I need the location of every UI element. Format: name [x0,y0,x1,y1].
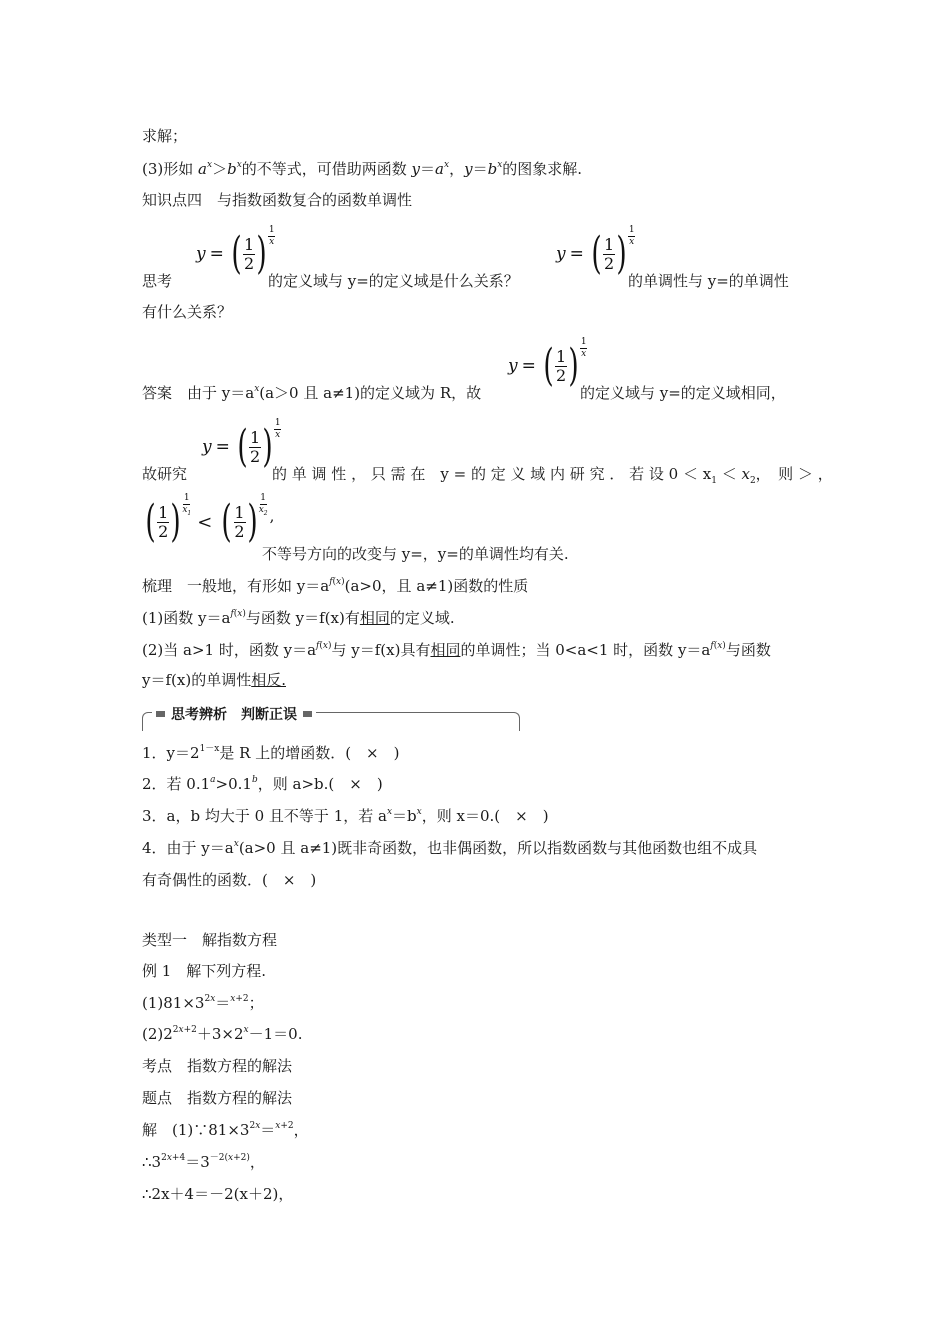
kaodian: 考点 指数方程的解法 [142,1057,293,1075]
text-span: 的单调性；当 0<a<1 时，函数 y＝a [460,641,711,659]
text-span: y＝f(x)的单调性 [142,671,252,689]
text-span: (a>0 且 a≠1)既非奇函数，也非偶函数，所以指数函数与其他函数也组不成具 [238,839,758,857]
text-span: ＝3 [185,1153,210,1171]
property-2: (2)当 a>1 时，函数 $y=a^{f(x)}$与 y＝f(x)具有相同的单调性；当 0<a<1 时，函数 $y=a^{f(x)}$与函数 [142,641,771,659]
solution-line-2: $\therefore 3^{2x+4}=3^{-2(x+2)}$， [142,1153,265,1171]
text-span: －1＝0. [248,1025,303,1043]
text-line: 不等号方向的改变与 y=，y=的单调性均有关. [262,545,569,563]
text-span: ＝ [215,994,231,1012]
text-line: 的定义域与 y=的定义域是什么关系？ [268,272,519,290]
underlined-answer: 相同 [359,609,390,627]
text-span: 1．y＝2 [142,744,200,762]
section-bullet-icon [303,711,312,717]
tidian: 题点 指数方程的解法 [142,1089,293,1107]
formula-y-half-pow-1-over-x: y = ( $\frac{1}{2}$ ) 1 x [202,417,281,472]
text-line: 故研究 [142,465,188,483]
section-label [152,704,316,724]
equation-1: $(1)81\times 3^{2x}=^{x+2}$； [142,994,264,1012]
solution-line-3: ∴2x＋4＝－2(x＋2)， [142,1185,294,1203]
summary-line: 梳理 一般地，有形如 $y=a^{f(x)}(a>0$，且 a≠1)函数的性质 [142,577,529,595]
judge-item-1 [142,743,399,763]
text-line: (3)形如 $a^x>b^x$的不等式，可借助两函数 $y=a^x$，$y=b^x$的图象求解. [142,160,583,178]
text-span: (2)2 [142,1025,173,1043]
think-label: 思考 [142,272,173,290]
text-line: 的 单 调 性 ， 只 需 在 y = 的 定 义 域 内 研 究 ． 若 设 $0 < x_1 < x_2$， 则 ＞ ， [272,465,833,486]
text-span: ， [249,1153,265,1171]
text-span: (2)当 a>1 时，函数 y＝a [142,641,317,659]
answer-mid: (a＞0 且 a≠1)的定义域为 R，故 [259,384,482,402]
property-2-cont [142,670,286,690]
text-span: 2．若 0.1 [142,775,211,793]
equation-2: $(2)2^{2x+2}+3\times 2^x-1=0$. [142,1025,303,1043]
text-span: ； [248,994,264,1012]
text-span: ， [293,1121,309,1139]
summary-tail: (a>0，且 a≠1)函数的性质 [344,577,529,595]
text-span: ＝b [392,807,417,825]
text-line: 的单调性与 y=的单调性 [628,272,789,290]
study-text: 的 单 调 性 ， 只 需 在 y = 的 定 义 域 内 研 究 ． 若 设 0 ＜ x [272,465,712,483]
solution-line-1: 解 $(1)\because 81\times 3^{2x}=^{x+2}$， [142,1121,309,1139]
text-span: 与函数 [725,641,771,659]
text-span: ，则 x＝0.( × ) [421,807,549,825]
section-title: 思考辨析 判断正误 [171,707,297,723]
example-title: 例 1 解下列方程. [142,962,267,980]
text-span: ＋3×2 [196,1025,244,1043]
text-span: 是 R 上的增函数．( × ) [219,744,400,762]
judge-item-2: 2．若 0.1$^a$>0.1$^b$，则 a>b.( × ) [142,775,383,793]
answer-line: 答案 由于 $y=a^x(a>0$ 且 a≠1)的定义域为 R，故 [142,384,482,402]
text-span: 与 y＝f(x)具有 [331,641,431,659]
text-line: 求解； [142,127,188,145]
text-span: ∴3 [142,1153,162,1171]
judge-item-3: 3．a，b 均大于 0 且不等于 1，若 $a^x=b^x$，则 x＝0.( × ) [142,807,549,825]
superscript: 1－x [199,744,220,754]
property-1: (1)函数 $y=a^{f(x)}$与函数 y＝f(x)有相同的定义域. [142,609,455,627]
text-span: 与函数 y＝f(x)有 [245,609,360,627]
text-span: ＝ [260,1121,276,1139]
text-span: ，则 a>b.( × ) [257,775,383,793]
section-bullet-icon [156,711,165,717]
formula-y-half-pow-1-over-x: y = ( $\frac{1}{2}$ ) 1 x [508,336,587,391]
knowledge-heading: 知识点四 与指数函数复合的函数单调性 [142,191,413,209]
text-line: 的定义域与 y=的定义域相同， [580,384,786,402]
summary-title: 梳理 一般地，有形如 y＝a [142,577,330,595]
underlined-answer: 相反. [251,671,286,689]
formula-y-half-pow-1-over-x: y = ( $\frac{1}{2}$ ) 1 x [196,224,275,279]
inequality-formula: ( $\frac{1}{2}$ ) 1 $x_1$ < ( $\frac{1}{2}$ ) 1 $x_2$ , [145,492,275,547]
judge-item-4: 4．由于 $y=a^x(a>0$ 且 a≠1)既非奇函数，也非偶函数，所以指数函数与其他函数也组不成具 [142,839,758,857]
formula-y-half-pow-1-over-x: y = ( $\frac{1}{2}$ ) 1 x [556,224,635,279]
text-span: 的定义域. [389,609,455,627]
text-span: >0.1 [215,775,252,793]
text-span: 4．由于 y＝a [142,839,234,857]
judge-item-4-cont: 有奇偶性的函数．( × ) [142,871,317,889]
text-line: 有什么关系？ [142,303,233,321]
type-heading: 类型一 解指数方程 [142,931,278,949]
answer-prefix: 答案 由于 y＝a [142,384,255,402]
underlined-answer: 相同 [430,641,461,659]
text-span: (1)函数 y＝a [142,609,231,627]
text-span: 3．a，b 均大于 0 且不等于 1，若 a [142,807,387,825]
section-header [142,707,520,738]
text-span: 解 (1)∵81×3 [142,1121,250,1139]
text-span: (1)81×3 [142,994,205,1012]
